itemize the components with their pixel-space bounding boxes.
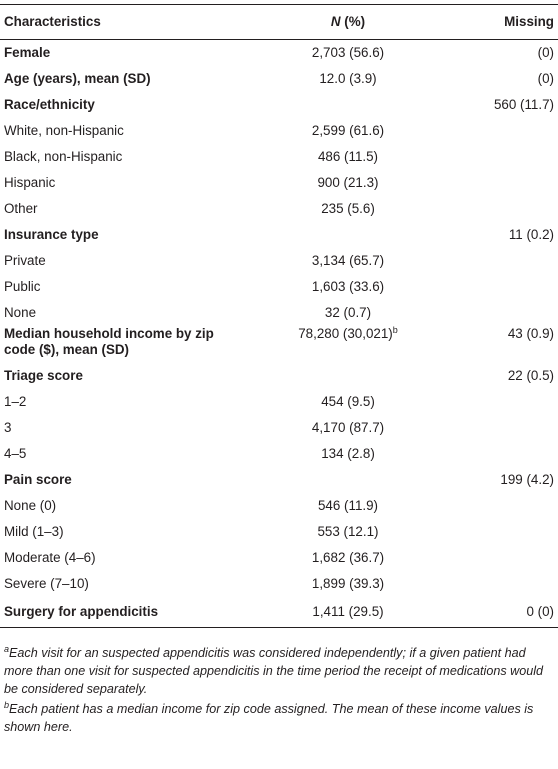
table-row [0,40,558,67]
income-label: Median household income by zip code ($), mean (SD) [4,326,214,357]
row-missing [460,519,558,545]
row-n: 1,899 (39.3) [311,576,385,591]
row-label: Hispanic [4,175,56,190]
row-missing: (0) [537,71,554,86]
table-row [0,66,558,92]
row-label: White, non-Hispanic [4,123,124,138]
table-row [0,92,558,118]
table-row [0,571,558,597]
header-n-percent [236,5,460,40]
table-row [0,467,558,493]
table-body [0,40,558,628]
row-label: Pain score [4,472,72,487]
table-row [0,519,558,545]
row-label: Age (years), mean (SD) [4,71,151,86]
row-n: 4,170 (87.7) [311,420,385,435]
row-missing: 0 (0) [460,597,558,628]
row-n: 2,703 (56.6) [311,45,385,60]
row-n: 1,411 (29.5) [236,597,460,628]
row-label [0,326,236,363]
row-label: 1–2 [4,394,27,409]
table-row [0,222,558,248]
income-value: 78,280 (30,021) [298,326,393,341]
row-n [236,92,460,118]
row-n: 134 (2.8) [321,446,375,461]
row-missing: (0) [537,45,554,60]
row-missing [460,571,558,597]
row-label: Insurance type [4,227,99,242]
row-label: Public [4,279,41,294]
header-n-rest: (%) [340,14,366,29]
row-missing [460,248,558,274]
row-label: 3 [4,420,12,435]
row-n [236,363,460,389]
footnote-marker: a [4,644,10,654]
footnote-text: Each patient has a median income for zip code assigned. The mean of these income values is shown here. [4,702,534,734]
row-n: 2,599 (61.6) [311,123,385,138]
row-n: 546 (11.9) [317,498,379,513]
table-row [0,326,558,363]
row-n [236,222,460,248]
row-n: 12.0 (3.9) [319,71,377,86]
row-label: 4–5 [4,446,27,461]
row-label: None [4,305,37,320]
row-missing [460,118,558,144]
table-row [0,196,558,222]
row-label: Other [4,201,38,216]
row-label: None (0) [4,498,57,513]
row-missing [460,274,558,300]
table-row [0,118,558,144]
row-label: Mild (1–3) [4,524,64,539]
row-label: Surgery for appendicitis [0,597,236,628]
row-missing [460,170,558,196]
row-n: 900 (21.3) [317,175,379,190]
table-row [0,545,558,571]
table-row [0,170,558,196]
row-missing: 199 (4.2) [500,472,554,487]
footnote-a [4,644,554,698]
row-n: 3,134 (65.7) [311,253,385,268]
footnote-marker: b [4,700,10,710]
row-missing [460,545,558,571]
table-row [0,363,558,389]
header-characteristics: Characteristics [0,5,236,40]
row-missing [460,196,558,222]
row-missing [460,300,558,326]
row-missing: 11 (0.2) [508,227,554,242]
row-n: 486 (11.5) [317,149,379,164]
table-row [0,300,558,326]
row-missing [460,493,558,519]
table-footnotes [4,644,554,738]
row-label: Private [4,253,46,268]
row-n: 1,682 (36.7) [311,550,385,565]
table-row [0,415,558,441]
row-missing: 22 (0.5) [507,368,554,383]
row-label: Female [4,45,51,60]
table-row [0,441,558,467]
row-n [236,326,460,363]
row-label: Severe (7–10) [4,576,89,591]
table-row [0,274,558,300]
row-label: Race/ethnicity [4,97,95,112]
header-missing: Missing [460,5,558,40]
row-label: Triage score [4,368,83,383]
table-row [0,493,558,519]
row-missing: 560 (11.7) [493,97,554,112]
header-row [0,5,558,40]
footnote-b [4,700,554,736]
row-missing [460,144,558,170]
table-row [0,144,558,170]
table-row [0,389,558,415]
row-n: 553 (12.1) [317,524,379,539]
row-missing [460,441,558,467]
header-n-italic: N [330,14,341,29]
row-label: Black, non-Hispanic [4,149,123,164]
row-n: 454 (9.5) [321,394,375,409]
row-n: 235 (5.6) [321,201,375,216]
characteristics-table [0,4,558,628]
row-missing [460,415,558,441]
footnote-text: Each visit for an suspected appendicitis was considered independently; if a given patient had more than one visit for suspected appendicitis in the time period the receipt of medications would be considered separately. [4,646,544,696]
row-missing: 43 (0.9) [507,326,554,341]
table-row [0,597,558,628]
row-n: 1,603 (33.6) [311,279,385,294]
table-row [0,248,558,274]
row-label: Moderate (4–6) [4,550,96,565]
row-missing [460,389,558,415]
row-n [236,467,460,493]
footnote-ref-b: b [392,325,398,335]
row-n: 32 (0.7) [324,305,372,320]
